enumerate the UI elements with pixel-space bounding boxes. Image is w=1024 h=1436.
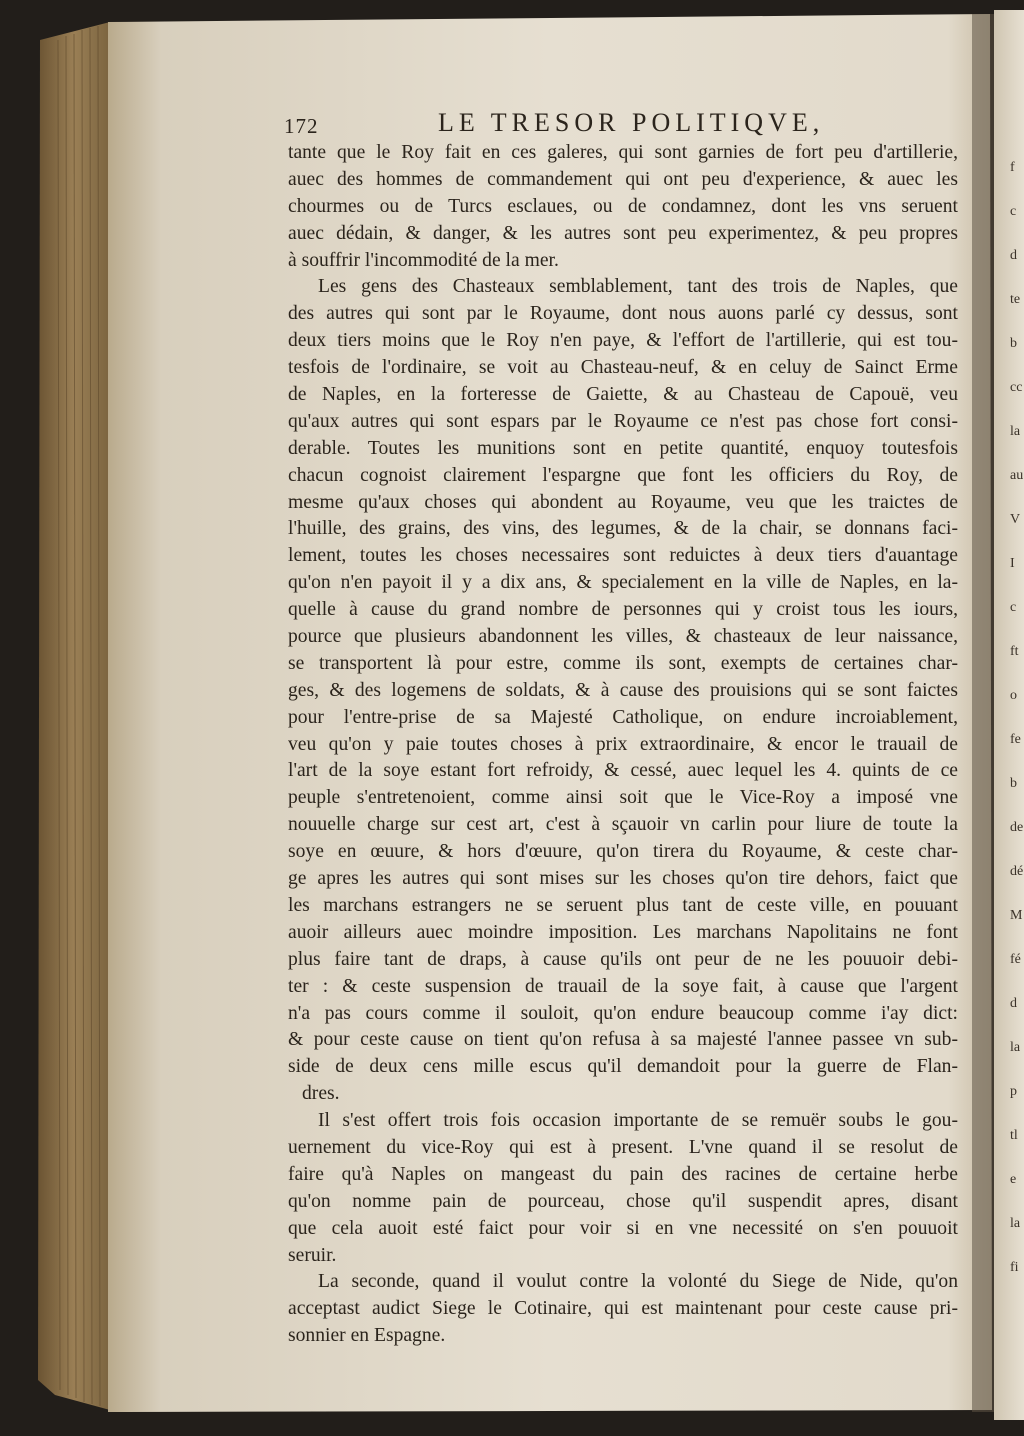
text-line: acceptast audict Siege le Cotinaire, qui est maintenant pour ceste cause pri- xyxy=(288,1298,958,1320)
text-line: peuple s'entretenoient, comme ainsi soit que le Vice-Roy a imposé vne xyxy=(288,787,958,809)
text-line: qu'on nomme pain de pourceau, chose qu'il suspendit apres, disant xyxy=(288,1190,958,1212)
text-line: side de deux cens mille escus qu'il demandoit pour la guerre de Flan- xyxy=(288,1056,958,1078)
text-line: à souffrir l'incommodité de la mer. xyxy=(288,249,559,271)
text-line: quelle à cause du grand nombre de personnes qui y croist tous les iours, xyxy=(288,599,958,621)
facing-page-fragment: e xyxy=(1010,1172,1017,1187)
text-line: tante que le Roy fait en ces galeres, qui sont garnies de fort peu d'artillerie, xyxy=(288,142,958,163)
facing-page-fragment: fe xyxy=(1010,732,1021,747)
text-line: derable. Toutes les munitions sont en petite quantité, enquoy toutesfois xyxy=(288,437,958,459)
facing-page-fragment: p xyxy=(1010,1084,1017,1099)
text-line: qu'on n'en payoit il y a dix ans, & specialement en la ville de Naples, en la- xyxy=(288,572,958,594)
text-line: uernement du vice-Roy qui est à present. L'vne quand il se resolut de xyxy=(288,1136,958,1158)
text-line: pource que plusieurs abandonnent les villes, & chasteaux de leur naissance, xyxy=(288,626,958,648)
text-line: l'huille, des grains, des vins, des legumes, & de la chair, se donnans faci- xyxy=(288,518,958,540)
text-line: de Naples, en la forteresse de Gaiette, & au Chasteau de Capouë, veu xyxy=(288,384,958,406)
running-title: LE TRESOR POLITIQVE, xyxy=(438,108,825,137)
text-line: veu qu'on y paie toutes choses à prix extraordinaire, & encor le trauail de xyxy=(288,733,958,755)
facing-page-fragment: fé xyxy=(1010,952,1021,967)
facing-page-fragment: b xyxy=(1010,776,1017,791)
facing-page-fragment: c xyxy=(1010,600,1017,615)
text-line: les marchans estrangers ne se seruent plus tant de ceste ville, en pouuant xyxy=(288,894,958,916)
facing-page-fragment: M xyxy=(1010,908,1023,923)
text-line: soye en œuure, & hors d'œuure, qu'on tirera du Royaume, & ceste char- xyxy=(288,841,958,863)
facing-page-fragment: f xyxy=(1010,160,1015,175)
text-line: Les gens des Chasteaux semblablement, tant des trois de Naples, que xyxy=(318,276,958,298)
text-line: chourmes ou de Turcs esclaues, ou de condamnez, dont les vns seruent xyxy=(288,195,958,217)
facing-page-fragment: te xyxy=(1010,292,1021,307)
paragraph-4 xyxy=(288,1269,958,1350)
page-number: 172 xyxy=(284,114,319,138)
text-line: ges, & des logemens de soldats, & à cause des prouisions qui se sont faictes xyxy=(288,679,958,701)
text-line: La seconde, quand il voulut contre la volonté du Siege de Nide, qu'on xyxy=(318,1271,958,1293)
text-line: pour l'entre-prise de sa Majesté Catholique, on endure incroiablement, xyxy=(288,706,958,728)
facing-page-fragment: b xyxy=(1010,336,1017,351)
facing-page-fragment: la xyxy=(1010,424,1021,439)
text-line: nouuelle charge sur cest art, c'est à sçauoir vn carlin pour liure de toute la xyxy=(288,814,958,836)
paragraph-2 xyxy=(288,274,958,1108)
facing-page-fragment: dé xyxy=(1010,864,1024,879)
facing-page-fragment: c xyxy=(1010,204,1017,219)
facing-page-fragment: o xyxy=(1010,688,1017,703)
paragraph-3 xyxy=(288,1108,958,1269)
text-line: ter : & ceste suspension de trauail de la soye fait, à cause que l'argent xyxy=(288,975,958,997)
text-line: auoir ailleurs auec moindre imposition. Les marchans Napolitains ne font xyxy=(288,921,958,943)
text-line: l'art de la soye estant fort refroidy, & cessé, auec lequel les 4. quints de ce xyxy=(288,760,958,782)
facing-page-fragment: tl xyxy=(1010,1128,1018,1143)
text-line: que cela auoit esté faict pour voir si en vne necessité on s'en pouuoit xyxy=(288,1217,958,1239)
facing-page-fragment: d xyxy=(1010,996,1017,1011)
text-line: & pour ceste cause on tient qu'on refusa à sa majesté l'annee passee vn sub- xyxy=(288,1029,958,1051)
facing-page-fragment: au xyxy=(1010,468,1024,483)
text-line: lement, toutes les choses necessaires sont reduictes à deux tiers d'auantage xyxy=(288,545,958,567)
text-line: se transportent là pour estre, comme ils sont, exempts de certaines char- xyxy=(288,652,958,674)
facing-page-fragment: la xyxy=(1010,1040,1021,1055)
text-line: auec dédain, & danger, & les autres sont peu experimentez, & peu propres xyxy=(288,222,958,244)
paragraph-1 xyxy=(288,140,958,274)
facing-page-fragment: ft xyxy=(1010,644,1019,659)
text-line: seruir. xyxy=(288,1244,337,1266)
text-line: tesfois de l'ordinaire, se voit au Chasteau-neuf, & en celuy de Sainct Erme xyxy=(288,357,958,379)
facing-page-fragment: cc xyxy=(1010,380,1023,395)
text-line: plus faire tant de draps, à cause qu'ils ont peur de ne les pouuoir debi- xyxy=(288,948,958,970)
body-text xyxy=(288,140,958,1350)
facing-page-fragment: V xyxy=(1010,512,1021,527)
facing-page-fragment: I xyxy=(1010,556,1015,571)
text-line: auec des hommes de commandement qui ont peu d'experience, & auec les xyxy=(288,168,958,190)
text-line: Il s'est offert trois fois occasion importante de se remuër soubs le gou- xyxy=(318,1110,958,1132)
text-line: mesme qu'aux choses qui abondent au Royaume, veu que les traictes de xyxy=(288,491,958,513)
text-line: ge apres les autres qui sont mises sur les choses qu'on tire dehors, faict que xyxy=(288,868,958,890)
facing-page-fragment: de xyxy=(1010,820,1024,835)
facing-page-fragment: la xyxy=(1010,1216,1021,1231)
text-line: n'a pas cours comme il souloit, qu'on endure beaucoup comme i'ay dict: xyxy=(288,1002,958,1024)
text-line: dres. xyxy=(302,1083,340,1105)
text-line: sonnier en Espagne. xyxy=(288,1325,446,1347)
facing-page-fragment: fi xyxy=(1010,1260,1019,1275)
text-line: des autres qui sont par le Royaume, dont nous auons parlé cy dessus, sont xyxy=(288,303,958,325)
facing-page-fragment: d xyxy=(1010,248,1017,263)
text-line: deux tiers moins que le Roy n'en paye, & l'effort de l'artillerie, qui est tou- xyxy=(288,330,958,352)
text-line: chacun cognoist clairement l'espargne que font les officiers du Roy, de xyxy=(288,464,958,486)
text-line: qu'aux autres qui sont espars par le Royaume ce n'est pas chose fort consi- xyxy=(288,410,958,432)
text-line: faire qu'à Naples on mangeast du pain des racines de certaine herbe xyxy=(288,1163,958,1185)
